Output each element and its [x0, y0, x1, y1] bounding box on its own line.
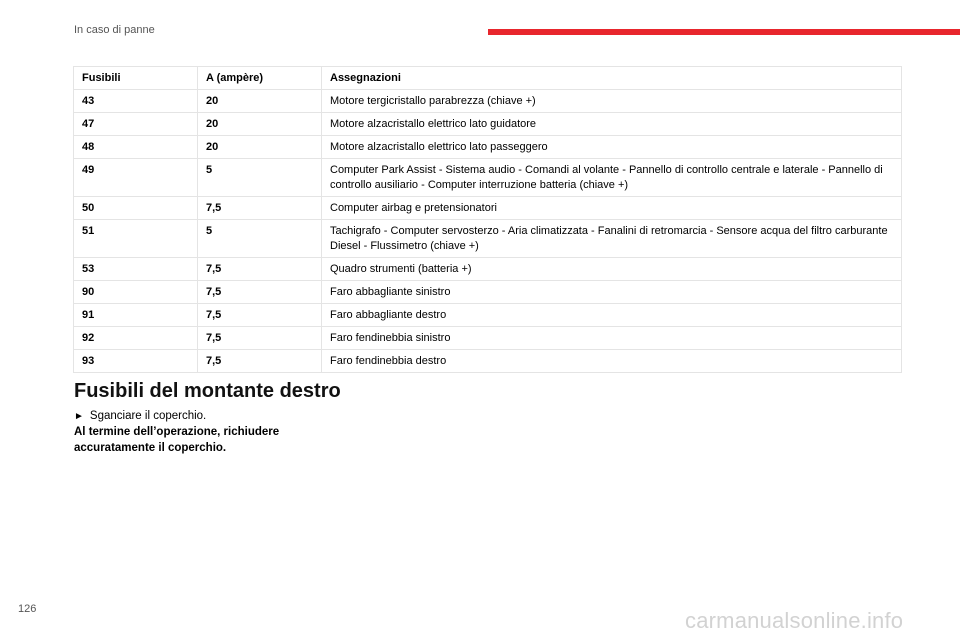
ampere-cell: 7,5 — [198, 258, 322, 281]
fuse-number-cell: 48 — [74, 136, 198, 159]
table-row — [74, 304, 902, 327]
table-row — [74, 113, 902, 136]
fuse-number-cell: 90 — [74, 281, 198, 304]
assignment-cell: Motore tergicristallo parabrezza (chiave +) — [322, 90, 902, 113]
table-row — [74, 159, 902, 197]
assignment-cell: Faro abbagliante destro — [322, 304, 902, 327]
table-row — [74, 136, 902, 159]
instruction-step — [74, 408, 206, 425]
fuse-number-cell: 47 — [74, 113, 198, 136]
assignment-cell: Motore alzacristallo elettrico lato passeggero — [322, 136, 902, 159]
table-row — [74, 258, 902, 281]
fuse-number-cell: 51 — [74, 220, 198, 258]
ampere-cell: 20 — [198, 113, 322, 136]
fuse-number-cell: 93 — [74, 350, 198, 373]
ampere-cell: 7,5 — [198, 327, 322, 350]
ampere-cell: 5 — [198, 220, 322, 258]
table-row — [74, 350, 902, 373]
header-accent-bar — [488, 29, 960, 35]
assignment-cell: Quadro strumenti (batteria +) — [322, 258, 902, 281]
instruction-note: Al termine dell’operazione, richiudere accuratamente il coperchio. — [74, 426, 280, 454]
fuse-number-cell: 49 — [74, 159, 198, 197]
ampere-cell: 5 — [198, 159, 322, 197]
ampere-cell: 7,5 — [198, 304, 322, 327]
assignment-cell: Motore alzacristallo elettrico lato guidatore — [322, 113, 902, 136]
assignment-cell: Faro fendinebbia destro — [322, 350, 902, 373]
column-header-ampere: A (ampère) — [198, 67, 322, 90]
column-header-fuse: Fusibili — [74, 67, 198, 90]
ampere-cell: 20 — [198, 90, 322, 113]
fuse-number-cell: 92 — [74, 327, 198, 350]
running-header: In caso di panne — [74, 24, 155, 36]
table-header-row — [74, 67, 902, 90]
table-row — [74, 197, 902, 220]
assignment-cell: Computer airbag e pretensionatori — [322, 197, 902, 220]
table-row — [74, 220, 902, 258]
ampere-cell: 20 — [198, 136, 322, 159]
table-row — [74, 90, 902, 113]
fuse-number-cell: 53 — [74, 258, 198, 281]
fuse-number-cell: 91 — [74, 304, 198, 327]
step-arrow-icon: ► — [74, 411, 84, 422]
page-number: 126 — [18, 603, 37, 615]
table-row — [74, 327, 902, 350]
fuse-number-cell: 50 — [74, 197, 198, 220]
table-row — [74, 281, 902, 304]
assignment-cell: Faro abbagliante sinistro — [322, 281, 902, 304]
column-header-assignment: Assegnazioni — [322, 67, 902, 90]
section-title: Fusibili del montante destro — [74, 380, 341, 402]
fuse-table — [73, 66, 902, 373]
ampere-cell: 7,5 — [198, 281, 322, 304]
instruction-text: Sganciare il coperchio. — [89, 410, 207, 422]
ampere-cell: 7,5 — [198, 197, 322, 220]
assignment-cell: Computer Park Assist - Sistema audio - Comandi al volante - Pannello di controllo centrale e laterale - Pannello di controllo ausiliario - Computer interruzione batteria (chiave +) — [322, 159, 902, 197]
assignment-cell: Faro fendinebbia sinistro — [322, 327, 902, 350]
assignment-cell: Tachigrafo - Computer servosterzo - Aria climatizzata - Fanalini di retromarcia - Sensore acqua del filtro carburante Diesel - Flussimetro (chiave +) — [322, 220, 902, 258]
watermark: carmanualsonline.info — [685, 608, 904, 633]
ampere-cell: 7,5 — [198, 350, 322, 373]
fuse-number-cell: 43 — [74, 90, 198, 113]
